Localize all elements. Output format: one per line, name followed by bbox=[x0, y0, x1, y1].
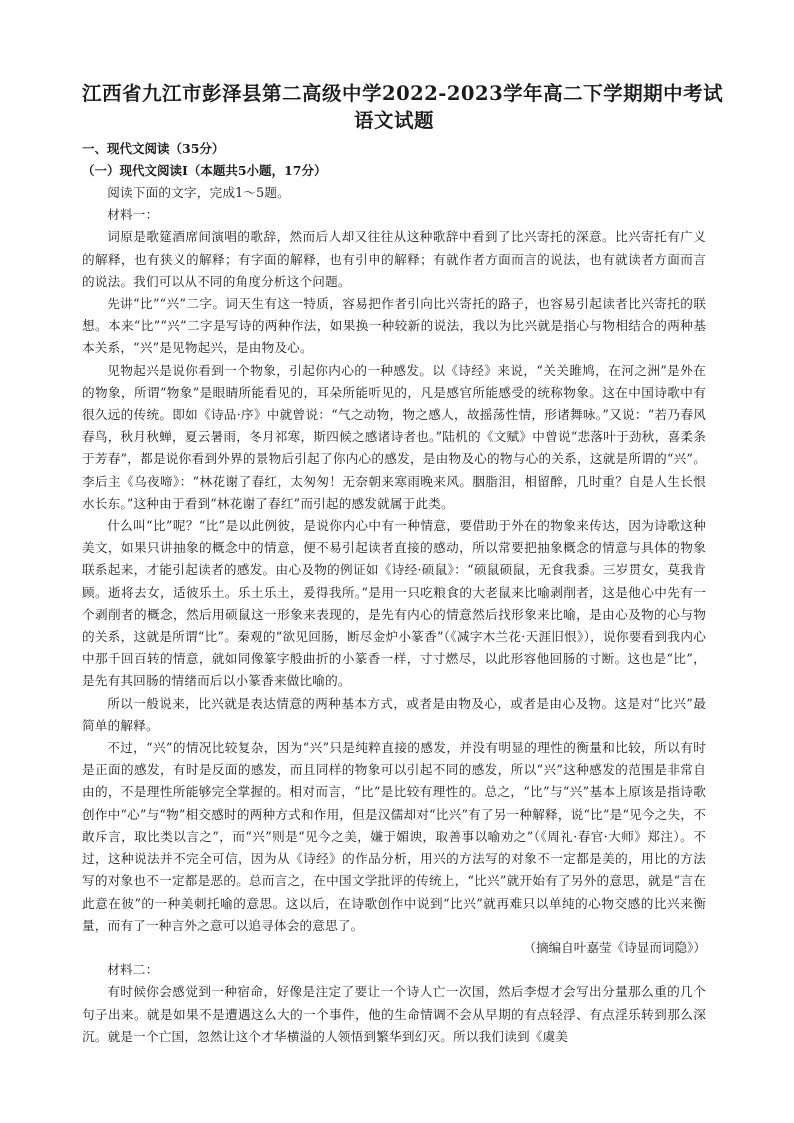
paragraph: 见物起兴是说你看到一个物象，引起你内心的一种感发。以《诗经》来说，“关关雎鸠，在河之洲”是外在的物象，所谓“物象”是眼睛所能看见的，耳朵所能听见的，凡是感官所能感受的统称物象。这在中国诗歌中有很久远的传统。即如《诗品·序》中就曾说：“气之动物，物之感人，故摇荡性情，形诸舞咏。”又说：“若乃春风春鸟，秋月秋蝉，夏云暑雨，冬月祁寒，斯四候之感诸诗者也。”陆机的《文赋》中曾说“悲落叶于劲秋，喜柔条于芳春”，都是说你看到外界的景物后引起了你内心的感发，是由物及心的物与心的关系，这就是所谓的“兴”。李后主《乌夜啼》：“林花谢了春红，太匆匆！无奈朝来寒雨晚来风。胭脂泪，相留醉，几时重？自是人生长恨水长东。”这种由于看到“林花谢了春红”而引起的感发就属于此类。 bbox=[82, 362, 706, 511]
paragraph: 有时候你会感觉到一种宿命，好像是注定了要让一个诗人亡一次国，然后李煜才会写出分量那么重的几个句子出来。就是如果不是遭遇这么大的一个事件，他的生命情调不会从早期的有点轻浮、有点淫乐转到那么深沉。就是一个亡国，忽然让这个才华横溢的人领悟到繁华到幻灭。所以我们读到《虞美 bbox=[82, 984, 706, 1044]
paragraph: 什么叫“比”呢？“比”是以此例彼，是说你内心中有一种情意，要借助于外在的物象来传达，因为诗歌这种美文，如果只讲抽象的概念中的情意，便不易引起读者直接的感动，所以常要把抽象概念的情意与具体的物象联系起来，才能引起读者的感发。由心及物的例证如《诗经·硕鼠》：“硕鼠硕鼠，无食我黍。三岁贯女，莫我肯顾。逝将去女，适彼乐土。乐土乐土，爰得我所。”是用一只吃粮食的大老鼠来比喻剥削者，这是他心中先有一个剥削者的概念，然后用硕鼠这一形象来表现的，是先有内心的情意然后找形象来比喻，是由心及物的心与物的关系，这就是所谓“比”。秦观的“欲见回肠，断尽金炉小篆香”（《减字木兰花·天涯旧恨》），说你要看到我内心中那千回百转的情意，就如同像篆字般曲折的小篆香一样，寸寸燃尽，以此形容他回肠的寸断。这也是“比”，是先有其回肠的情绪而后以小篆香来做比喻的。 bbox=[82, 518, 706, 689]
paragraph: 先讲“比”“兴”二字。词天生有这一特质，容易把作者引向比兴寄托的路子，也容易引起读者比兴寄托的联想。本来“比”“兴”二字是写诗的两种作法，如果换一种较新的说法，我以为比兴就是指心与物相结合的两种基本关系，“兴”是见物起兴，是由物及心。 bbox=[82, 296, 706, 356]
section-heading: 一、现代文阅读（35分） bbox=[82, 141, 225, 156]
subsection-heading: （一）现代文阅读Ⅰ（本题共5小题，17分） bbox=[82, 163, 327, 178]
page-subtitle: 语文试题 bbox=[353, 109, 434, 132]
material-label: 材料一： bbox=[107, 207, 159, 223]
instruction-text: 阅读下面的文字，完成1～5题。 bbox=[107, 185, 290, 200]
material-label: 材料二： bbox=[107, 962, 159, 978]
paragraph: 所以一般说来，比兴就是表达情意的两种基本方式，或者是由物及心，或者是由心及物。这是对“比兴”最简单的解释。 bbox=[82, 695, 706, 733]
source-citation: （摘编自叶嘉莹《诗显而词隐》） bbox=[523, 939, 706, 955]
paragraph: 词原是歌筵酒席间演唱的歌辞，然而后人却又往往从这种歌辞中看到了比兴寄托的深意。比兴寄托有广义的解释，也有狭义的解释；有字面的解释，也有引申的解释；有就作者方面而言的说法，也有就读者方面而言的说法。我们可以从不同的角度分析这个问题。 bbox=[82, 229, 706, 289]
paragraph: 不过，“兴”的情况比较复杂，因为“兴”只是纯粹直接的感发，并没有明显的理性的衡量和比较，所以有时是正面的感发，有时是反面的感发，而且同样的物象可以引起不同的感发，所以“兴”这种感发的范围是非常自由的，不是理性所能够完全掌握的。相对而言，“比”是比较有理性的。总之，“比”与“兴”基本上原该是指诗歌创作中“心”与“物”相交感时的两种方式和作用，但是汉儒却对“比兴”有了另一种解释，说“比”是“见今之失，不敢斥言，取比类以言之”，而“兴”则是“见今之美，嫌于媚谀，取善事以喻劝之”（《周礼·春官·大师》郑注）。不过，这种说法并不完全可信，因为从《诗经》的作品分析，用兴的方法写的对象不一定都是美的，用比的方法写的对象也不一定都是恶的。总而言之，在中国文学批评的传统上，“比兴”就开始有了另外的意思，就是“言在此意在彼”的一种美刺托喻的意思。这以后，在诗歌创作中说到“比兴”就再难只以单纯的心物交感的比兴来衡量，而有了一种言外之意可以追寻体会的意思了。 bbox=[82, 740, 706, 933]
page-title: 江西省九江市彭泽县第二高级中学2022-2023学年高二下学期期中考试 bbox=[82, 82, 724, 105]
